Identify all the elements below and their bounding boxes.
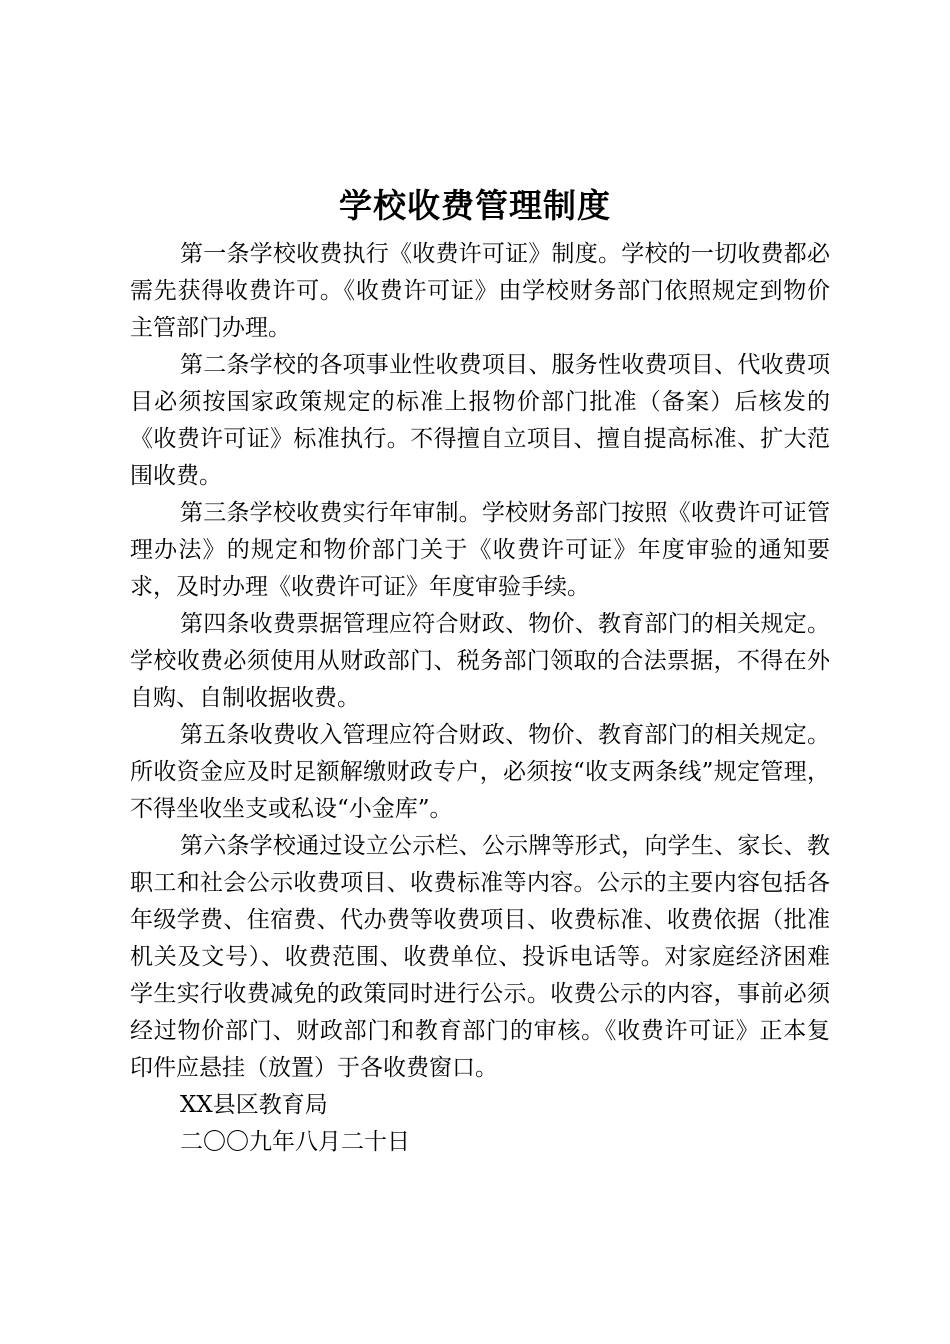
article-1: 第一条学校收费执行《收费许可证》制度。学校的一切收费都必需先获得收费许可。《收费许可证》由学校财务部门依照规定到物价主管部门办理。 (130, 241, 830, 341)
issuer-signature: XX县区教育局 (180, 1092, 328, 1118)
article-3: 第三条学校收费实行年审制。学校财务部门按照《收费许可证管理办法》的规定和物价部门关于《收费许可证》年度审验的通知要求，及时办理《收费许可证》年度审验手续。 (130, 500, 830, 600)
article-4: 第四条收费票据管理应符合财政、物价、教育部门的相关规定。学校收费必须使用从财政部门、税务部门领取的合法票据，不得在外自购、自制收据收费。 (130, 611, 830, 711)
issue-date: 二〇〇九年八月二十日 (180, 1129, 410, 1155)
document-title: 学校收费管理制度 (339, 186, 611, 225)
article-2: 第二条学校的各项事业性收费项目、服务性收费项目、代收费项目必须按国家政策规定的标准上报物价部门批准（备案）后核发的《收费许可证》标准执行。不得擅自立项目、擅自提高标准、扩大范围收费。 (130, 352, 830, 489)
document-body (130, 236, 830, 1161)
article-6: 第六条学校通过设立公示栏、公示牌等形式，向学生、家长、教职工和社会公示收费项目、收费标准等内容。公示的主要内容包括各年级学费、住宿费、代办费等收费项目、收费标准、收费依据（批准机关及文号）、收费范围、收费单位、投诉电话等。对家庭经济困难学生实行收费减免的政策同时进行公示。收费公示的内容，事前必须经过物价部门、财政部门和教育部门的审核。《收费许可证》正本复印件应悬挂（放置）于各收费窗口。 (130, 833, 830, 1081)
article-5: 第五条收费收入管理应符合财政、物价、教育部门的相关规定。所收资金应及时足额解缴财政专户，必须按“收支两条线”规定管理，不得坐收坐支或私设“小金库”。 (130, 722, 830, 822)
